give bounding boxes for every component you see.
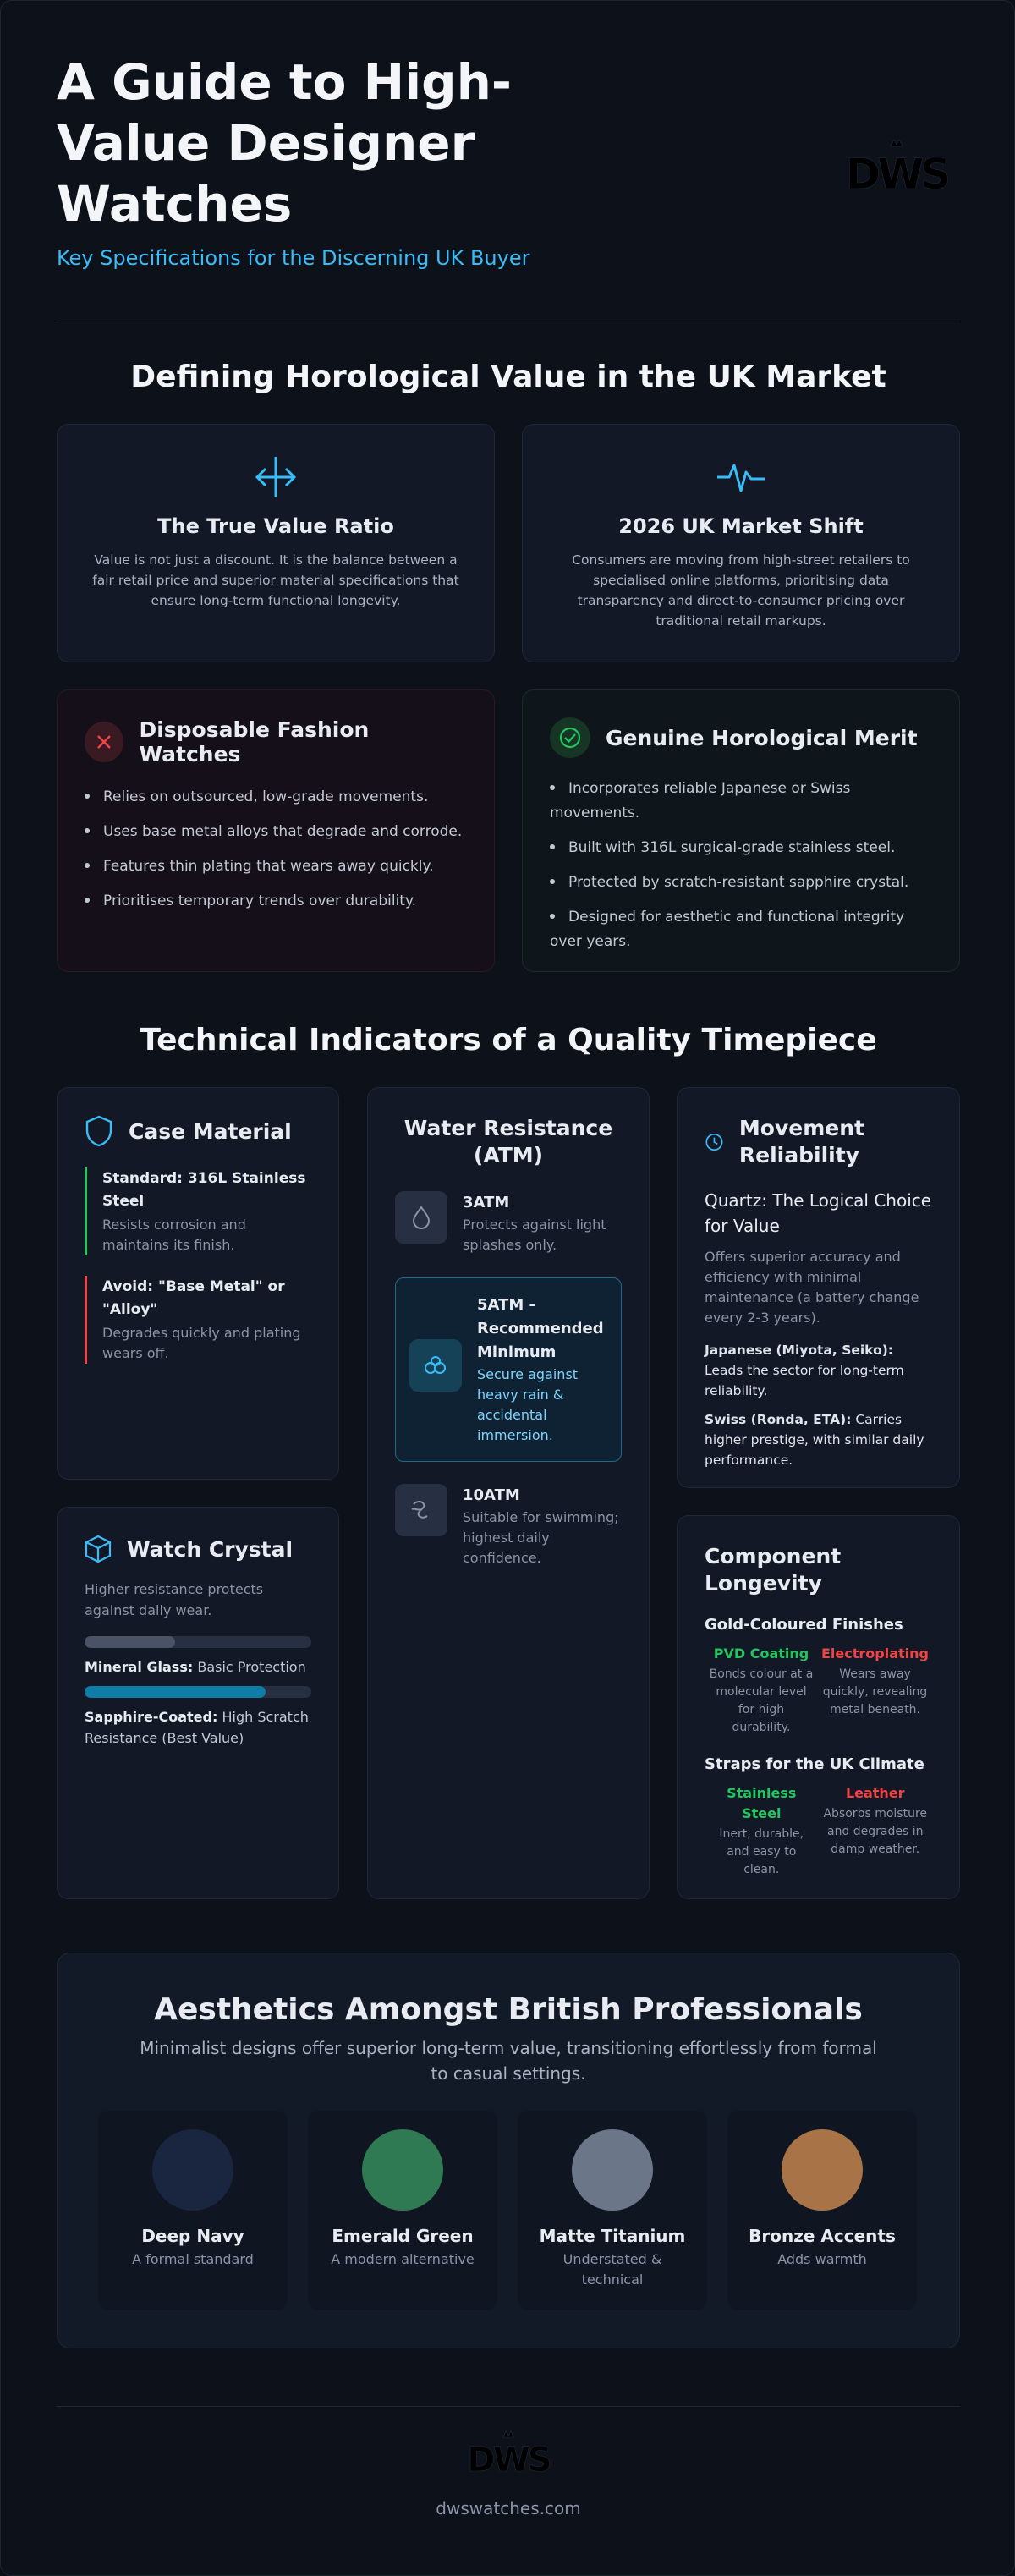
page-subtitle: Key Specifications for the Discerning UK Buyer — [57, 246, 530, 270]
pvd-coating: PVD Coating Bonds colour at a molecular level for high durability. — [709, 1645, 814, 1734]
atm-5-recommended — [395, 1277, 622, 1462]
card-title: Genuine Horological Merit — [606, 725, 918, 750]
svg-text:DWS: DWS — [845, 150, 948, 199]
strap-stainless-steel: Stainless Steel Inert, durable, and easy to clean. — [719, 1785, 804, 1876]
swatch-desc: A modern alternative — [331, 2251, 475, 2267]
movement-japanese: Japanese (Miyota, Seiko): Leads the sector for long-term reliability. — [705, 1343, 904, 1398]
case-standard-title: Standard: 316L Stainless Steel — [102, 1170, 306, 1210]
card-market-shift — [522, 424, 960, 662]
swatch-name: Matte Titanium — [539, 2226, 686, 2246]
case-avoid-desc: Degrades quickly and plating wears off. — [102, 1325, 301, 1361]
genuine-list — [550, 777, 932, 954]
card-disposable — [57, 689, 495, 972]
dws-logo — [462, 2429, 555, 2483]
card-title: Water Resistance (ATM) — [403, 1116, 613, 1167]
section-title-technical: Technical Indicators of a Quality Timepiece — [140, 1023, 877, 1057]
atm-3-title: 3ATM — [463, 1194, 510, 1211]
card-title: Movement Reliability — [738, 1116, 864, 1167]
list-item: Designed for aesthetic and functional integrity over years. — [550, 909, 905, 950]
list-item: Uses base metal alloys that degrade and corrode. — [85, 820, 467, 844]
aesthetics-panel — [57, 1953, 960, 2348]
case-standard-desc: Resists corrosion and maintains its finish. — [102, 1217, 246, 1253]
svg-text:DWS: DWS — [467, 2441, 550, 2480]
card-title: Disposable Fashion Watches — [139, 717, 370, 766]
color-swatch — [362, 2129, 443, 2211]
card-title: Case Material — [129, 1118, 292, 1144]
card-water-resistance — [367, 1087, 650, 1899]
swatch-name: Emerald Green — [332, 2226, 474, 2246]
mineral-bar — [85, 1636, 311, 1648]
swatch-matte-titanium — [518, 2111, 707, 2310]
clock-icon — [705, 1129, 724, 1155]
droplet-icon — [395, 1191, 447, 1244]
case-avoid — [85, 1276, 311, 1364]
mineral-bar-fill — [85, 1636, 175, 1648]
sapphire-label: Sapphire-Coated: High Scratch Resistance (Best Value) — [85, 1709, 309, 1746]
list-item: Relies on outsourced, low-grade movements. — [85, 785, 467, 810]
sapphire-bar — [85, 1686, 311, 1698]
swatch-name: Bronze Accents — [749, 2226, 896, 2246]
swatch-emerald-green — [308, 2111, 497, 2310]
straps-compare — [705, 1783, 932, 1879]
card-component-longevity — [677, 1515, 960, 1899]
swatch-desc: Adds warmth — [777, 2251, 867, 2267]
pulse-icon — [716, 457, 766, 497]
crystal-desc: Higher resistance protects against daily wear. — [85, 1581, 264, 1618]
case-standard — [85, 1167, 311, 1255]
atm-5-desc: Secure against heavy rain & accidental immersion. — [477, 1366, 579, 1443]
cube-icon — [85, 1535, 112, 1563]
swatch-desc: A formal standard — [132, 2251, 254, 2267]
card-watch-crystal — [57, 1507, 339, 1899]
card-text: Consumers are moving from high-street retailers to specialised online platforms, prioritising data transparency and direct-to-consumer pricing over traditional retail markups. — [572, 552, 910, 629]
straps-title: Straps for the UK Climate — [705, 1755, 924, 1773]
color-swatch — [572, 2129, 653, 2211]
atm-10 — [395, 1484, 622, 1568]
aesthetics-title: Aesthetics Amongst British Professionals — [154, 1992, 863, 2027]
disposable-list — [85, 785, 467, 914]
mineral-label: Mineral Glass: Basic Protection — [85, 1659, 306, 1675]
strap-leather: Leather Absorbs moisture and degrades in damp weather. — [823, 1785, 928, 1856]
card-true-value-ratio — [57, 424, 495, 662]
card-title: Watch Crystal — [127, 1536, 294, 1562]
case-avoid-title: Avoid: "Base Metal" or "Alloy" — [102, 1278, 285, 1318]
movement-swiss: Swiss (Ronda, ETA): Carries higher prestige, with similar daily performance. — [705, 1412, 924, 1468]
aesthetics-subtitle: Minimalist designs offer superior long-term value, transitioning effortlessly from formal to casual settings. — [140, 2038, 877, 2084]
sapphire-bar-fill — [85, 1686, 266, 1698]
swatch-desc: Understated & technical — [562, 2251, 662, 2288]
swimming-wave-icon — [395, 1484, 447, 1536]
quartz-title: Quartz: The Logical Choice for Value — [705, 1190, 932, 1236]
arrows-balance-icon — [252, 453, 299, 501]
swatch-bronze-accents — [727, 2111, 917, 2310]
card-case-material — [57, 1087, 339, 1480]
gold-finishes-title: Gold-Coloured Finishes — [705, 1616, 903, 1634]
atm-3 — [395, 1191, 622, 1255]
list-item: Protected by scratch-resistant sapphire crystal. — [550, 871, 932, 895]
page-title: A Guide to High-Value Designer Watches — [57, 53, 512, 233]
list-item: Prioritises temporary trends over durability. — [85, 889, 467, 914]
atm-10-title: 10ATM — [463, 1486, 520, 1504]
card-title: The True Value Ratio — [157, 514, 394, 538]
swatch-deep-navy — [98, 2111, 288, 2310]
atm-10-desc: Suitable for swimming; highest daily confidence. — [463, 1509, 619, 1566]
footer — [1, 2429, 1015, 2518]
card-genuine — [522, 689, 960, 972]
color-swatch — [152, 2129, 233, 2211]
card-title: Component Longevity — [705, 1544, 842, 1596]
section-title-value: Defining Horological Value in the UK Market — [130, 360, 886, 394]
gold-finishes-compare — [705, 1644, 932, 1737]
list-item: Built with 316L surgical-grade stainless steel. — [550, 836, 932, 860]
atm-3-desc: Protects against light splashes only. — [463, 1217, 606, 1253]
rain-drops-icon — [409, 1339, 462, 1392]
check-circle-icon — [550, 717, 590, 758]
electroplating: Electroplating Wears away quickly, revealing metal beneath. — [821, 1645, 929, 1716]
divider — [57, 2406, 960, 2407]
header — [57, 52, 960, 322]
website-link[interactable]: dwswatches.com — [436, 2498, 581, 2518]
quartz-desc: Offers superior accuracy and efficiency with minimal maintenance (a battery change every 2-3 years). — [705, 1249, 919, 1326]
shield-icon — [85, 1115, 113, 1147]
card-movement — [677, 1087, 960, 1488]
card-text: Value is not just a discount. It is the balance between a fair retail price and superior material specifications that ensure long-term functional longevity. — [92, 552, 459, 608]
dws-logo — [842, 136, 952, 204]
swatch-name: Deep Navy — [141, 2226, 244, 2246]
list-item: Incorporates reliable Japanese or Swiss movements. — [550, 780, 851, 821]
color-swatch — [782, 2129, 863, 2211]
close-icon — [85, 722, 123, 762]
atm-5-title: 5ATM - Recommended Minimum — [477, 1296, 604, 1361]
card-title: 2026 UK Market Shift — [618, 514, 864, 538]
list-item: Features thin plating that wears away quickly. — [85, 854, 467, 879]
